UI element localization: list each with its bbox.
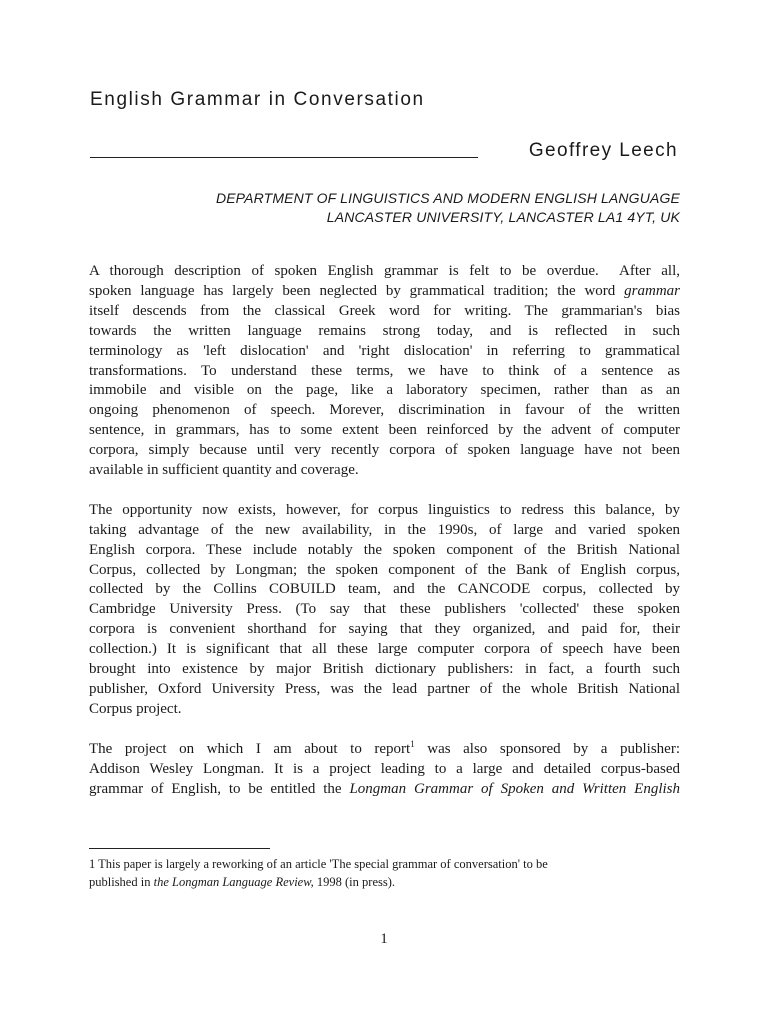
body-text	[89, 262, 680, 819]
page-number: 1	[380, 931, 388, 947]
text-line: itself descends from the classical Greek word for writing. The grammarian's bias	[89, 302, 680, 319]
book-title: Longman Grammar of Spoken and Written English	[349, 780, 680, 797]
footnote-line-1: 1 This paper is largely a reworking of an article 'The special grammar of conversation' to be	[89, 857, 548, 871]
affiliation-line-2: LANCASTER UNIVERSITY, LANCASTER LA1 4YT, UK	[326, 209, 680, 225]
text-line: transformations. To understand these terms, we have to think of a sentence as	[89, 362, 680, 379]
text-line: Corpus, collected by Longman; the spoken component of the Bank of English corpus,	[89, 561, 680, 578]
text-line: Cambridge University Press. (To say that these publishers 'collected' these spoken	[89, 601, 680, 618]
text-line: collected by the Collins COBUILD team, and the CANCODE corpus, collected by	[89, 581, 680, 598]
footnote	[89, 855, 548, 891]
affiliation	[216, 189, 680, 227]
text-line: Corpus project.	[89, 700, 182, 717]
text-line: English corpora. These include notably the spoken component of the British National	[89, 541, 680, 558]
text-line: towards the written language remains strong today, and is reflected in such	[89, 322, 680, 339]
paragraph-2	[89, 501, 680, 720]
paper-title: English Grammar in Conversation	[90, 89, 425, 110]
footnote-rule	[89, 848, 270, 849]
footnote-marker[interactable]: 1	[410, 738, 415, 749]
text-line: The project on which I am about to report$^1$ was also sponsored by a publisher:	[89, 738, 680, 757]
text-line: publisher, Oxford University Press, was the lead partner of the whole British National	[89, 681, 680, 698]
author-name: Geoffrey Leech	[528, 140, 678, 161]
paragraph-3	[89, 740, 680, 800]
text-line: corpora, simply because until very recently corpora of spoken language have not been	[89, 442, 680, 459]
text-line: spoken language has largely been neglected by grammatical tradition; the word grammar	[89, 282, 680, 299]
text-line: brought into existence by major British dictionary publishers: in fact, a fourth such	[89, 661, 680, 678]
text-line: sentence, in grammars, has to some extent been reinforced by the advent of computer	[89, 422, 680, 439]
emphasis: grammar	[624, 282, 680, 299]
affiliation-line-1: DEPARTMENT OF LINGUISTICS AND MODERN ENGLISH LANGUAGE	[215, 190, 680, 206]
journal-title: the Longman Language Review,	[153, 875, 314, 889]
footnote-line-2: published in the Longman Language Review, 1998 (in press).	[89, 875, 396, 889]
text-line: collection.) It is significant that all these large computer corpora of speech have been	[89, 641, 680, 658]
text-line: corpora is convenient shorthand for saying that they organized, and paid for, their	[89, 621, 680, 638]
text-line: A thorough description of spoken English grammar is felt to be overdue. After all,	[89, 263, 680, 279]
text-line: The opportunity now exists, however, for corpus linguistics to redress this balance, by	[89, 501, 680, 518]
text-line: immobile and visible on the page, like a laboratory specimen, rather than as an	[89, 382, 680, 399]
text-line: ongoing phenomenon of speech. Morever, discrimination in favour of the written	[89, 402, 680, 419]
text-line: Addison Wesley Longman. It is a project leading to a large and detailed corpus-based	[89, 760, 680, 777]
text-line: available in sufficient quantity and coverage.	[89, 462, 359, 479]
author-rule	[90, 157, 478, 158]
paragraph-1	[89, 262, 680, 481]
text-line: taking advantage of the new availability, in the 1990s, of large and varied spoken	[89, 521, 680, 538]
text-line: terminology as 'left dislocation' and 'right dislocation' in referring to grammatical	[89, 342, 680, 359]
text-line: grammar of English, to be entitled the Longman Grammar of Spoken and Written English	[89, 780, 680, 797]
